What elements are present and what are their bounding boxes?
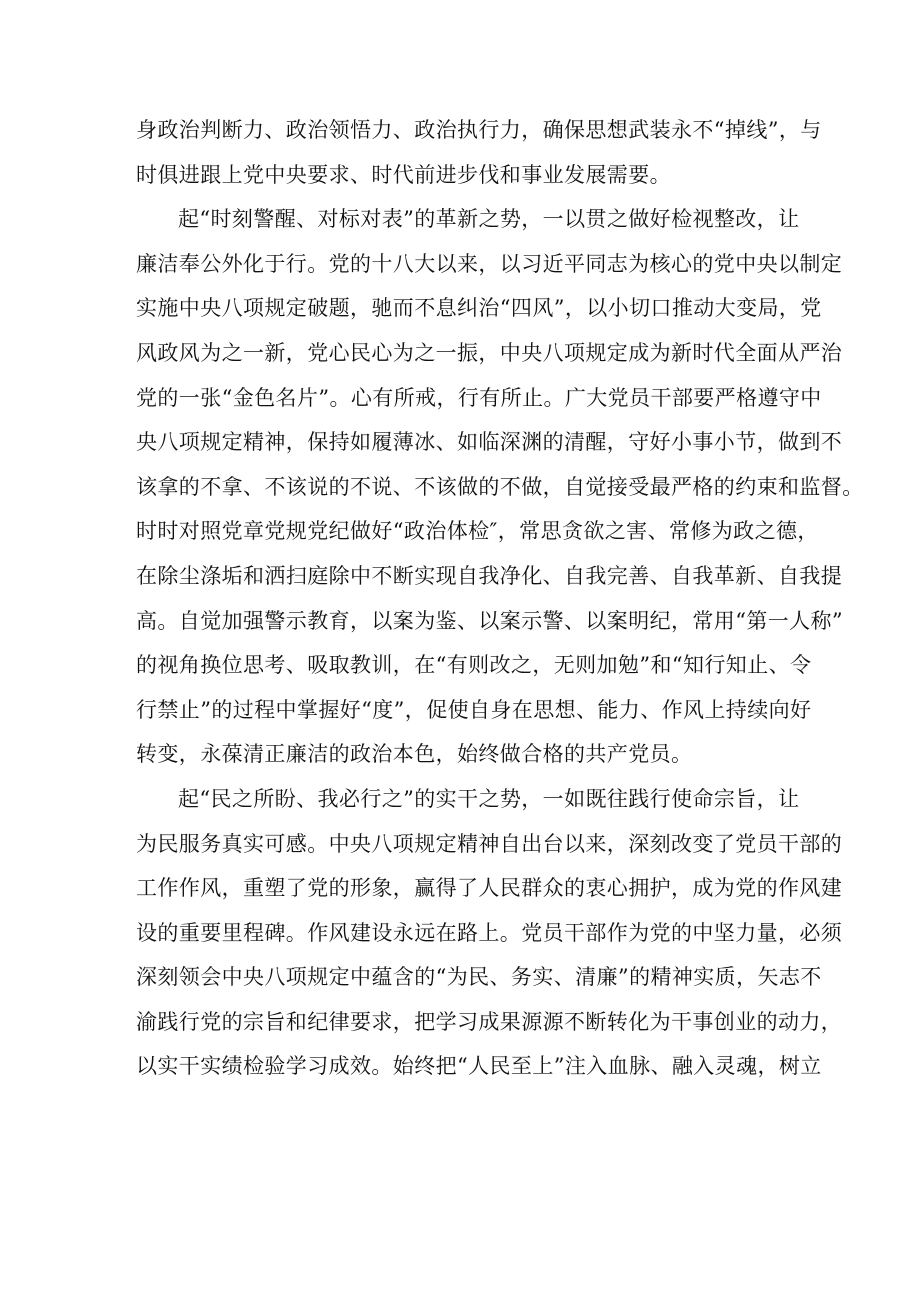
text-line: 以实干实绩检验学习成效。始终把“人民至上”注入血脉、融入灵魂，树立 xyxy=(136,1054,822,1079)
text-line: 起“民之所盼、我必行之”的实干之势，一如既往践行使命宗旨，让 xyxy=(178,786,800,811)
text-line: 深刻领会中央八项规定中蕴含的“为民、务实、清廉”的精神实质，矢志不 xyxy=(136,965,822,990)
text-line: 高。自觉加强警示教育，以案为鉴、以案示警、以案明纪，常用“第一人称” xyxy=(136,608,844,633)
text-line: 时俱进跟上党中央要求、时代前进步伐和事业发展需要。 xyxy=(136,162,671,187)
text-line: 央八项规定精神，保持如履薄冰、如临深渊的清醒，守好小事小节，做到不 xyxy=(136,430,843,455)
text-line: 为民服务真实可感。中央八项规定精神自出台以来，深刻改变了党员干部的 xyxy=(136,831,843,856)
text-line: 实施中央八项规定破题，驰而不息纠治“四风”，以小切口推动大变局，党 xyxy=(136,296,822,321)
text-line: 廉洁奉公外化于行。党的十八大以来，以习近平同志为核心的党中央以制定 xyxy=(136,251,843,276)
text-line: 行禁止”的过程中掌握好“度”，促使自身在思想、能力、作风上持续向好 xyxy=(136,697,812,722)
text-line: 转变，永葆清正廉洁的政治本色，始终做合格的共产党员。 xyxy=(136,742,693,767)
text-line: 在除尘涤垢和洒扫庭除中不断实现自我净化、自我完善、自我革新、自我提 xyxy=(136,563,843,588)
paragraph-1 xyxy=(136,108,822,197)
paragraph-3 xyxy=(136,777,843,1089)
text-line: 工作作风，重塑了党的形象，赢得了人民群众的衷心拥护，成为党的作风建 xyxy=(136,876,843,901)
text-line: 时时对照党章党规党纪做好“政治体检″，常思贪欲之害、常修为政之德， xyxy=(136,519,819,544)
text-line: 身政治判断力、政治领悟力、政治执行力，确保思想武装永不“掉线”，与 xyxy=(136,118,822,142)
body-text xyxy=(136,108,864,1089)
text-line: 的视角换位思考、吸取教训，在“有则改之，无则加勉”和“知行知止、令 xyxy=(136,653,812,678)
paragraph-2 xyxy=(136,197,864,777)
text-line: 起“时刻警醒、对标对表”的革新之势，一以贯之做好检视整改，让 xyxy=(178,207,800,232)
text-line: 风政风为之一新，党心民心为之一振，中央八项规定成为新时代全面从严治 xyxy=(136,340,843,365)
text-line: 该拿的不拿、不该说的不说、不该做的不做，自觉接受最严格的约束和监督。 xyxy=(136,474,864,499)
text-line: 渝践行党的宗旨和纪律要求，把学习成果源源不断转化为干事创业的动力， xyxy=(136,1009,843,1034)
text-line: 设的重要里程碑。作风建设永远在路上。党员干部作为党的中坚力量，必须 xyxy=(136,920,843,945)
text-line: 党的一张“金色名片”。心有所戒，行有所止。广大党员干部要严格遵守中 xyxy=(136,385,822,410)
